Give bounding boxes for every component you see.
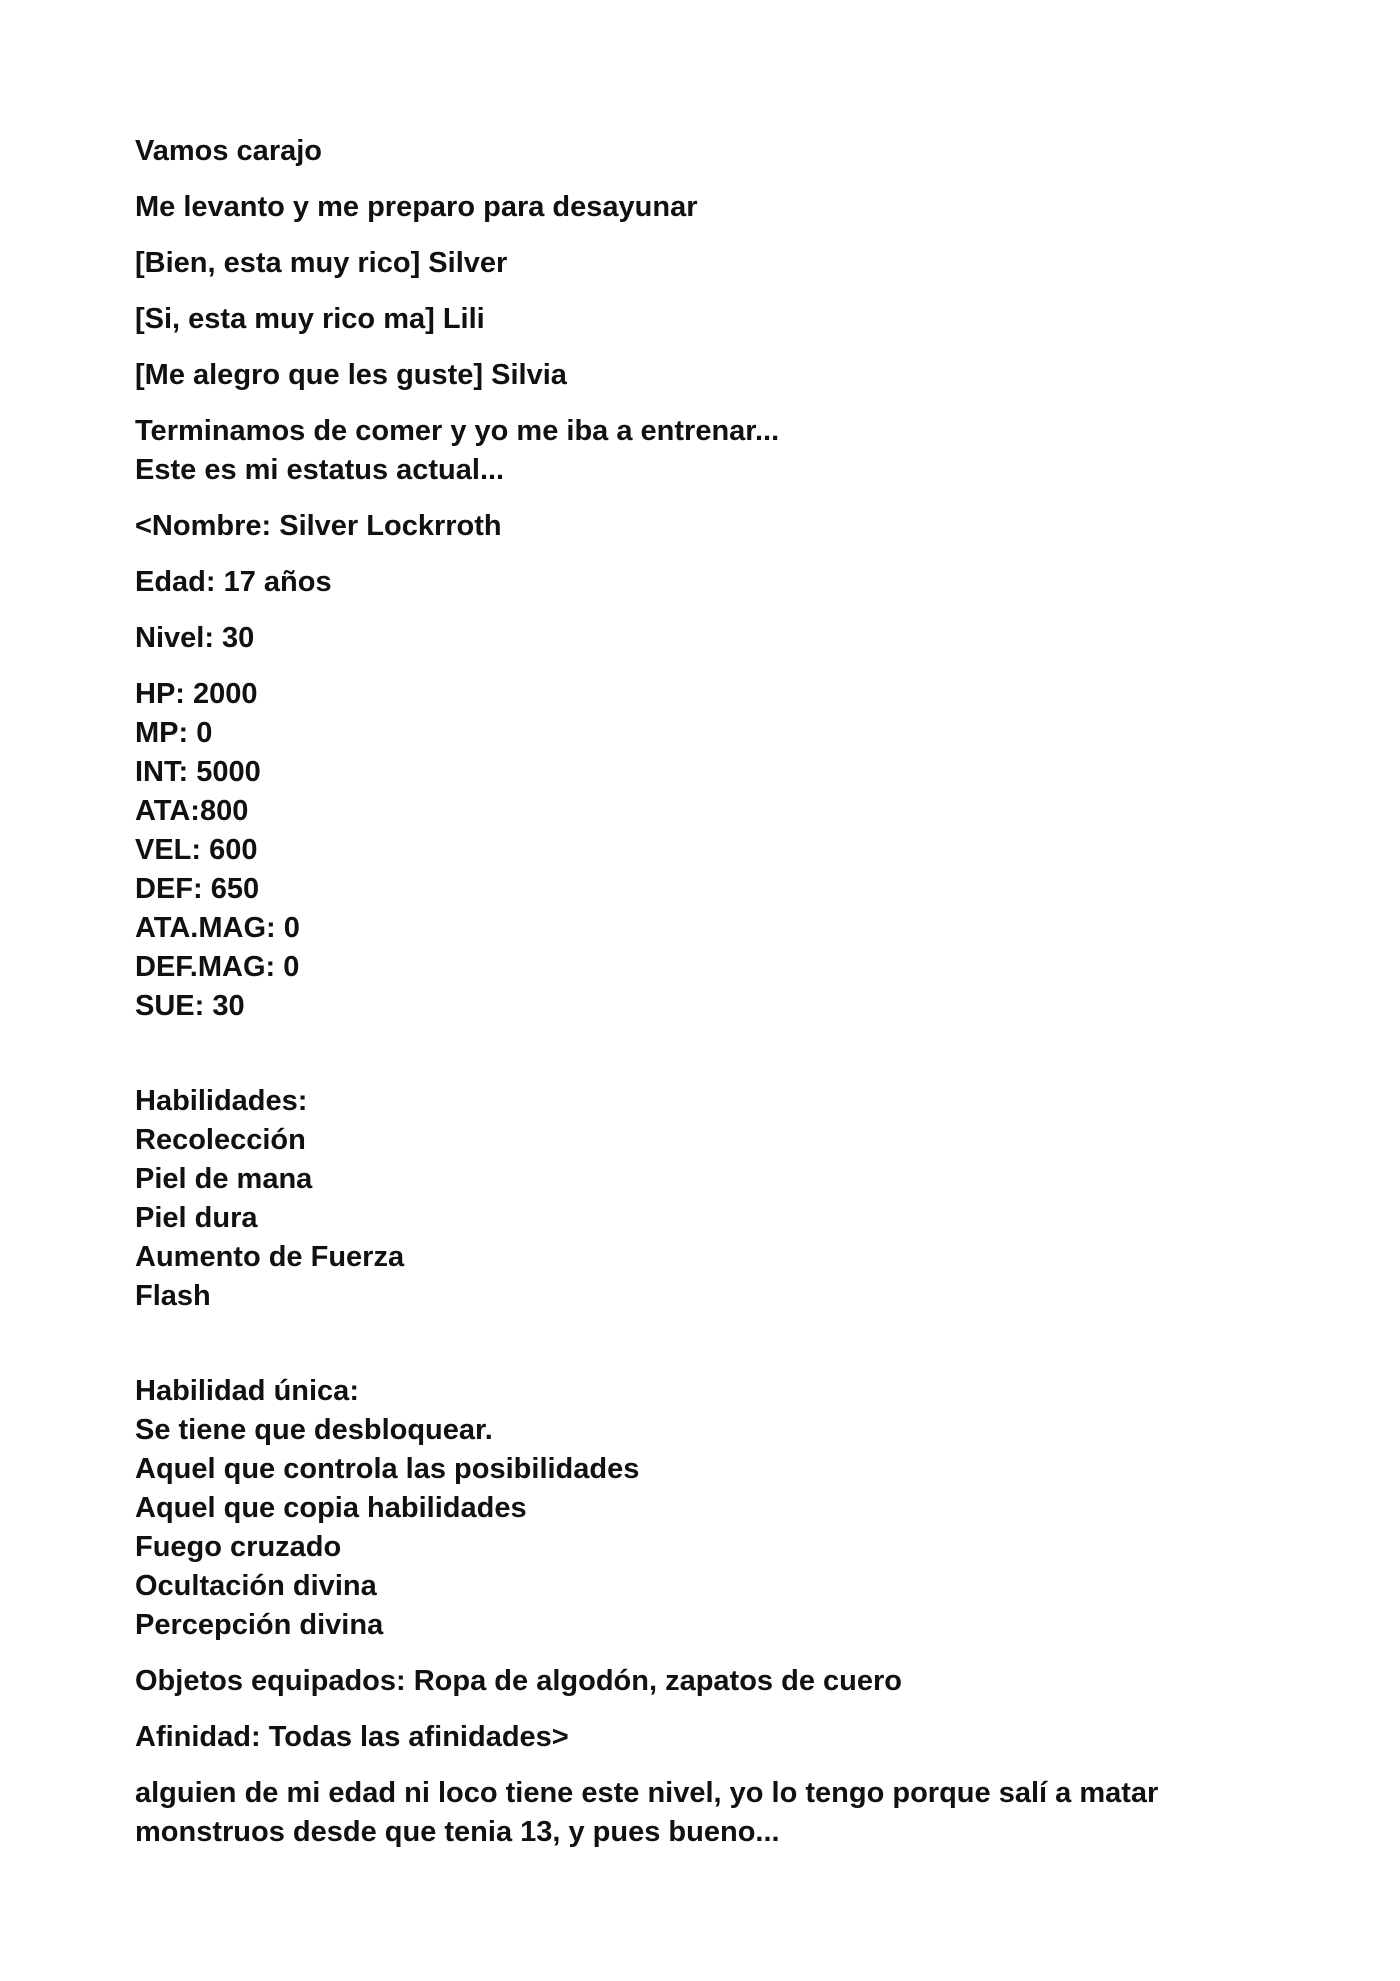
paragraph-terminamos: [135, 412, 1265, 490]
stat-line: INT: 5000: [135, 756, 261, 788]
status-afinidad: Afinidad: Todas las afinidades>: [135, 1721, 569, 1753]
paragraph-line: alguien de mi edad ni loco tiene este nivel, yo lo tengo porque salí a matar: [135, 1777, 1159, 1809]
habilidad-unica-item: Aquel que controla las posibilidades: [135, 1453, 640, 1485]
stat-line: ATA.MAG: 0: [135, 912, 300, 944]
status-edad: Edad: 17 años: [135, 566, 332, 598]
document-body: [135, 132, 1265, 1869]
stat-line: DEF: 650: [135, 873, 260, 905]
status-stats-list: [135, 675, 1265, 1026]
paragraph-line: monstruos desde que tenia 13, y pues bueno...: [135, 1816, 780, 1848]
stat-line: ATA:800: [135, 795, 249, 827]
paragraph-vamos: Vamos carajo: [135, 135, 322, 167]
paragraph-line: Terminamos de comer y yo me iba a entrenar...: [135, 415, 780, 447]
habilidad-unica-item: Ocultación divina: [135, 1570, 377, 1602]
status-objetos: Objetos equipados: Ropa de algodón, zapatos de cuero: [135, 1665, 902, 1697]
dialogue-lili: [Si, esta muy rico ma] Lili: [135, 303, 485, 335]
stat-line: VEL: 600: [135, 834, 258, 866]
paragraph-line: Este es mi estatus actual...: [135, 454, 505, 486]
habilidad-unica-item: Se tiene que desbloquear.: [135, 1414, 493, 1446]
habilidad-unica-item: Percepción divina: [135, 1609, 384, 1641]
paragraph-desayunar: Me levanto y me preparo para desayunar: [135, 191, 698, 223]
habilidades-list: [135, 1082, 1265, 1316]
habilidad-unica-list: [135, 1372, 1265, 1645]
habilidad-item: Aumento de Fuerza: [135, 1241, 405, 1273]
dialogue-silvia: [Me alegro que les guste] Silvia: [135, 359, 567, 391]
habilidad-unica-item: Fuego cruzado: [135, 1531, 342, 1563]
stat-line: HP: 2000: [135, 678, 258, 710]
status-nivel: Nivel: 30: [135, 622, 255, 654]
habilidad-unica-heading: Habilidad única:: [135, 1375, 359, 1407]
habilidades-heading: Habilidades:: [135, 1085, 308, 1117]
habilidad-item: Piel dura: [135, 1202, 258, 1234]
habilidad-item: Piel de mana: [135, 1163, 313, 1195]
stat-line: MP: 0: [135, 717, 213, 749]
paragraph-closing: [135, 1774, 1265, 1852]
habilidad-unica-item: Aquel que copia habilidades: [135, 1492, 527, 1524]
dialogue-silver: [Bien, esta muy rico] Silver: [135, 247, 508, 279]
status-nombre: <Nombre: Silver Lockrroth: [135, 510, 502, 542]
stat-line: SUE: 30: [135, 990, 245, 1022]
habilidad-item: Recolección: [135, 1124, 306, 1156]
stat-line: DEF.MAG: 0: [135, 951, 300, 983]
habilidad-item: Flash: [135, 1280, 211, 1312]
